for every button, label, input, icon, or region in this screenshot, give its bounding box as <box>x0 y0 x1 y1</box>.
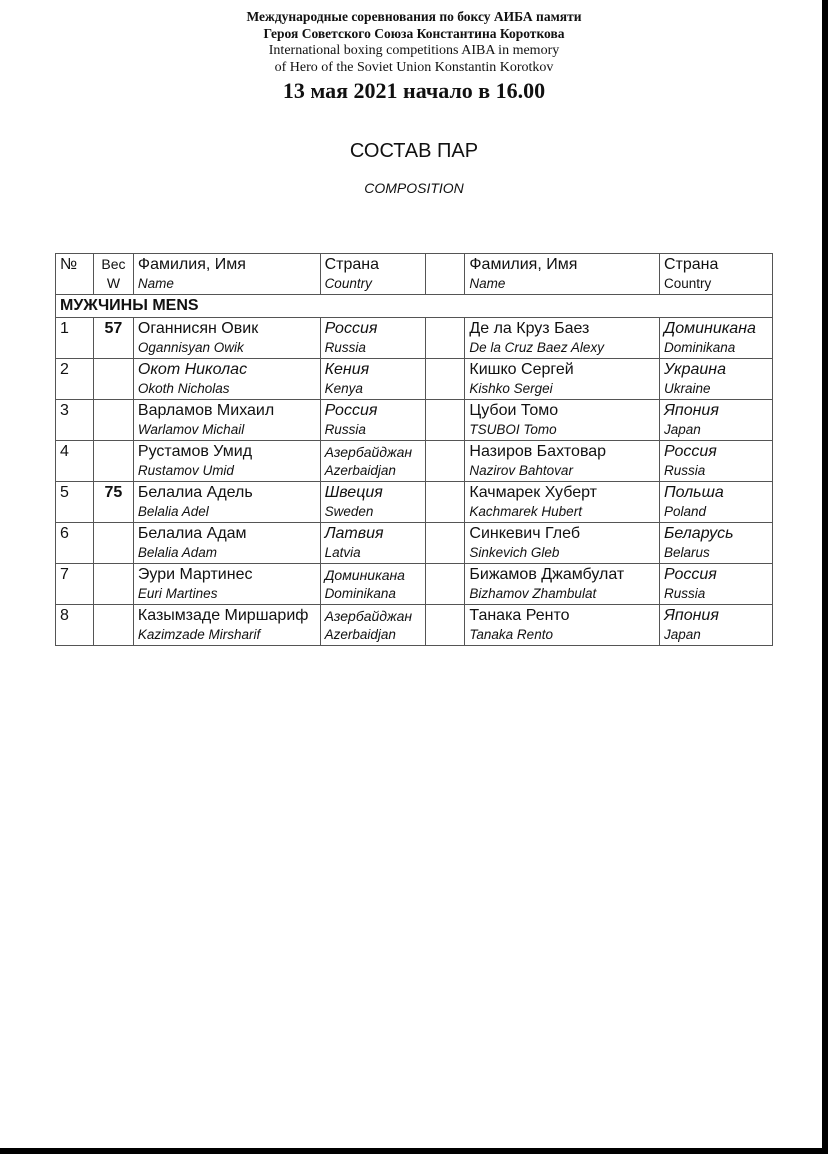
boxer-a <box>133 564 320 605</box>
col-country-a <box>320 254 425 295</box>
country-b-ru: Польша <box>664 484 724 501</box>
boxer-b-ru: Де ла Круз Баез <box>469 320 590 337</box>
boxer-b <box>465 523 660 564</box>
row-number: 7 <box>56 564 94 605</box>
spacer-cell <box>425 400 465 441</box>
boxer-b <box>465 605 660 646</box>
boxer-a <box>133 359 320 400</box>
country-a-ru: Доминикана <box>324 567 405 583</box>
boxer-a <box>133 441 320 482</box>
row-number: 4 <box>56 441 94 482</box>
boxer-b-en: Bizhamov Zhambulat <box>469 586 597 601</box>
country-a-ru: Азербайджан <box>324 444 413 460</box>
country-a <box>320 441 425 482</box>
weight-class <box>93 359 133 400</box>
page-title: СОСТАВ ПАР <box>349 140 479 162</box>
weight-class <box>93 605 133 646</box>
country-a-en: Latvia <box>324 545 361 560</box>
weight-class: 75 <box>93 482 133 523</box>
boxer-a-ru: Белалиа Адам <box>137 525 247 542</box>
col-weight <box>93 254 133 295</box>
spacer-cell <box>425 523 465 564</box>
country-b-ru: Япония <box>664 607 719 624</box>
page-subtitle: COMPOSITION <box>364 180 464 196</box>
country-a <box>320 482 425 523</box>
country-b <box>660 359 773 400</box>
boxer-a-en: Warlamov Michail <box>137 422 245 437</box>
boxer-b-ru: Кишко Сергей <box>469 361 574 378</box>
country-b-en: Japan <box>664 422 701 437</box>
weight-class <box>93 523 133 564</box>
boxer-b-ru: Назиров Бахтовар <box>469 443 607 460</box>
country-b-en: Dominikana <box>664 340 736 355</box>
boxer-b-en: Sinkevich Gleb <box>469 545 560 560</box>
country-b-en: Belarus <box>664 545 710 560</box>
weight-class <box>93 400 133 441</box>
table-row <box>56 605 773 646</box>
event-date: 13 мая 2021 начало в 16.00 <box>282 78 546 103</box>
spacer-cell <box>425 564 465 605</box>
boxer-a-en: Okoth Nicholas <box>137 381 230 396</box>
country-a <box>320 318 425 359</box>
boxer-a-en: Kazimzade Mirsharif <box>137 627 261 642</box>
col-no: № <box>56 254 94 295</box>
country-b-ru: Россия <box>664 443 717 460</box>
spacer-cell <box>425 318 465 359</box>
pairs-table <box>55 253 773 646</box>
boxer-b-en: Kishko Sergei <box>469 381 553 396</box>
country-a-en: Azerbaidjan <box>324 627 396 642</box>
row-number: 6 <box>56 523 94 564</box>
col-label: Фамилия, Имя <box>469 256 578 273</box>
country-a <box>320 605 425 646</box>
country-a <box>320 523 425 564</box>
header-line: Международные соревнования по боксу АИБА памяти <box>246 9 582 24</box>
country-a <box>320 400 425 441</box>
row-number: 3 <box>56 400 94 441</box>
col-weight-ru: Вес <box>101 256 126 272</box>
boxer-a-en: Belalia Adam <box>137 545 217 560</box>
table-row <box>56 523 773 564</box>
row-number: 8 <box>56 605 94 646</box>
boxer-b-ru: Качмарек Хуберт <box>469 484 597 501</box>
section-row <box>56 295 773 318</box>
boxer-b-en: Kachmarek Hubert <box>469 504 582 519</box>
boxer-a-ru: Эури Мартинес <box>137 566 253 583</box>
boxer-b-ru: Бижамов Джамбулат <box>469 566 625 583</box>
table-row <box>56 482 773 523</box>
col-name-a <box>133 254 320 295</box>
col-weight-en: W <box>106 275 121 291</box>
header-line: of Hero of the Soviet Union Konstantin Korotkov <box>274 60 554 75</box>
boxer-b <box>465 482 660 523</box>
boxer-a-en: Rustamov Umid <box>137 463 234 478</box>
boxer-b-en: De la Cruz Baez Alexy <box>469 340 604 355</box>
weight-class <box>93 441 133 482</box>
country-a-en: Kenya <box>324 381 363 396</box>
table-row <box>56 564 773 605</box>
country-b <box>660 400 773 441</box>
boxer-a-en: Ogannisyan Owik <box>137 340 244 355</box>
boxer-a <box>133 605 320 646</box>
boxer-a <box>133 400 320 441</box>
country-b-ru: Россия <box>664 566 717 583</box>
country-a <box>320 564 425 605</box>
boxer-a-ru: Варламов Михаил <box>137 402 275 419</box>
header-en <box>0 42 822 76</box>
country-a-ru: Россия <box>324 320 378 337</box>
col-label-en: Name <box>469 276 506 291</box>
col-label-en: Name <box>137 276 174 291</box>
country-b-ru: Япония <box>664 402 719 419</box>
table-row <box>56 400 773 441</box>
country-b <box>660 441 773 482</box>
country-b-en: Russia <box>664 463 706 478</box>
country-a-en: Azerbaidjan <box>324 463 396 478</box>
country-a-en: Dominikana <box>324 586 396 601</box>
boxer-a <box>133 482 320 523</box>
country-a-ru: Швеция <box>324 484 383 501</box>
col-country-b <box>660 254 773 295</box>
country-a-ru: Азербайджан <box>324 608 413 624</box>
country-b-en: Russia <box>664 586 706 601</box>
section-label: МУЖЧИНЫ MENS <box>56 295 773 318</box>
weight-class <box>93 564 133 605</box>
spacer-cell <box>425 441 465 482</box>
row-number: 1 <box>56 318 94 359</box>
boxer-b-ru: Цубои Томо <box>469 402 559 419</box>
row-number: 2 <box>56 359 94 400</box>
col-label-en: Country <box>324 276 372 291</box>
weight-class: 57 <box>93 318 133 359</box>
spacer-cell <box>425 359 465 400</box>
boxer-b-en: Tanaka Rento <box>469 627 553 642</box>
country-a-ru: Латвия <box>324 525 384 542</box>
country-b <box>660 605 773 646</box>
header-line: International boxing competitions AIBA in memory <box>268 43 560 58</box>
boxer-a-en: Belalia Adel <box>137 504 209 519</box>
spacer-cell <box>425 605 465 646</box>
boxer-b <box>465 564 660 605</box>
header-ru <box>0 8 822 42</box>
country-a-en: Sweden <box>324 504 374 519</box>
table-header <box>56 254 773 295</box>
country-a-ru: Кения <box>324 361 370 378</box>
table-row <box>56 441 773 482</box>
country-b-ru: Беларусь <box>664 525 734 542</box>
country-a-en: Russia <box>324 340 366 355</box>
col-name-b <box>465 254 660 295</box>
table-row <box>56 318 773 359</box>
boxer-b-ru: Танака Ренто <box>469 607 570 624</box>
spacer-cell <box>425 482 465 523</box>
col-label: Фамилия, Имя <box>137 256 246 273</box>
country-b <box>660 564 773 605</box>
boxer-b <box>465 318 660 359</box>
country-a-ru: Россия <box>324 402 378 419</box>
boxer-b-en: Nazirov Bahtovar <box>469 463 573 478</box>
boxer-b-en: TSUBOI Tomo <box>469 422 557 437</box>
row-number: 5 <box>56 482 94 523</box>
boxer-b <box>465 400 660 441</box>
country-b-ru: Украина <box>664 361 726 378</box>
country-b-ru: Доминикана <box>664 320 756 337</box>
country-b <box>660 523 773 564</box>
boxer-b <box>465 359 660 400</box>
boxer-a-ru: Рустамов Умид <box>137 443 253 460</box>
table-row <box>56 359 773 400</box>
header-line: Героя Советского Союза Константина Короткова <box>263 26 565 41</box>
country-a <box>320 359 425 400</box>
boxer-a-ru: Окот Николас <box>137 361 248 378</box>
col-label: Страна <box>664 256 719 273</box>
country-b <box>660 482 773 523</box>
country-b-en: Japan <box>664 627 701 642</box>
country-a-en: Russia <box>324 422 366 437</box>
boxer-a-ru: Белалиа Адель <box>137 484 253 501</box>
country-b-en: Poland <box>664 504 707 519</box>
boxer-a <box>133 523 320 564</box>
boxer-a-ru: Казымзаде Миршариф <box>137 607 309 624</box>
boxer-a <box>133 318 320 359</box>
boxer-a-en: Euri Martines <box>137 586 218 601</box>
col-label-en: Country <box>664 276 712 291</box>
col-label: Страна <box>324 256 379 273</box>
country-b <box>660 318 773 359</box>
boxer-b <box>465 441 660 482</box>
boxer-b-ru: Синкевич Глеб <box>469 525 580 542</box>
boxer-a-ru: Оганнисян Овик <box>137 320 259 337</box>
country-b-en: Ukraine <box>664 381 711 396</box>
col-spacer <box>425 254 465 295</box>
